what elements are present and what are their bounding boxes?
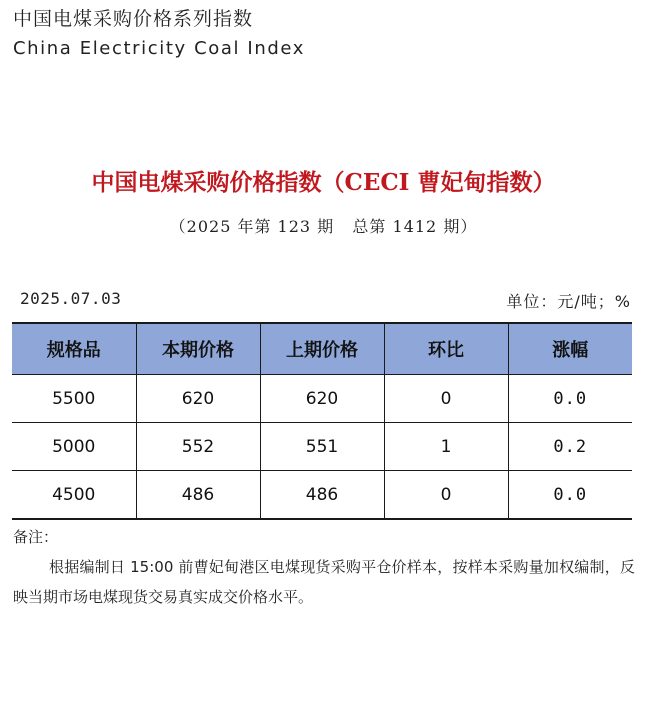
series-title-en: China Electricity Coal Index: [13, 38, 305, 59]
cell-change: 1: [384, 423, 508, 471]
report-date: 2025.07.03: [20, 289, 122, 308]
cell-spec: 5500: [12, 375, 136, 423]
cell-spec: 4500: [12, 471, 136, 520]
column-header-current-price: 本期价格: [136, 323, 260, 375]
column-header-spec: 规格品: [12, 323, 136, 375]
cell-current-price: 486: [136, 471, 260, 520]
cell-change: 0: [384, 375, 508, 423]
cell-percent: 0.2: [508, 423, 632, 471]
document-issue-number: （2025 年第 123 期 总第 1412 期）: [169, 217, 478, 236]
series-title-cn: 中国电煤采购价格系列指数: [13, 8, 254, 30]
table-header-row: [12, 323, 632, 375]
column-header-previous-price: 上期价格: [260, 323, 384, 375]
cell-percent: 0.0: [508, 471, 632, 520]
cell-spec: 5000: [12, 423, 136, 471]
table-row: [12, 423, 632, 471]
column-header-percent: 涨幅: [508, 323, 632, 375]
document-title: 中国电煤采购价格指数（CECI 曹妃甸指数）: [91, 169, 556, 196]
cell-previous-price: 620: [260, 375, 384, 423]
cell-previous-price: 486: [260, 471, 384, 520]
table-row: [12, 375, 632, 423]
cell-change: 0: [384, 471, 508, 520]
column-header-change: 环比: [384, 323, 508, 375]
cell-current-price: 620: [136, 375, 260, 423]
cell-percent: 0.0: [508, 375, 632, 423]
table-row: [12, 471, 632, 520]
price-index-table: [12, 322, 632, 520]
cell-previous-price: 551: [260, 423, 384, 471]
cell-current-price: 552: [136, 423, 260, 471]
note-label: 备注：: [13, 528, 59, 546]
unit-label: 单位：元/吨；%: [506, 292, 631, 311]
note-text: 根据编制日 15:00 前曹妃甸港区电煤现货采购平仓价样本，按样本采购量加权编制，反映当期市场电煤现货交易真实成交价格水平。: [13, 558, 635, 606]
